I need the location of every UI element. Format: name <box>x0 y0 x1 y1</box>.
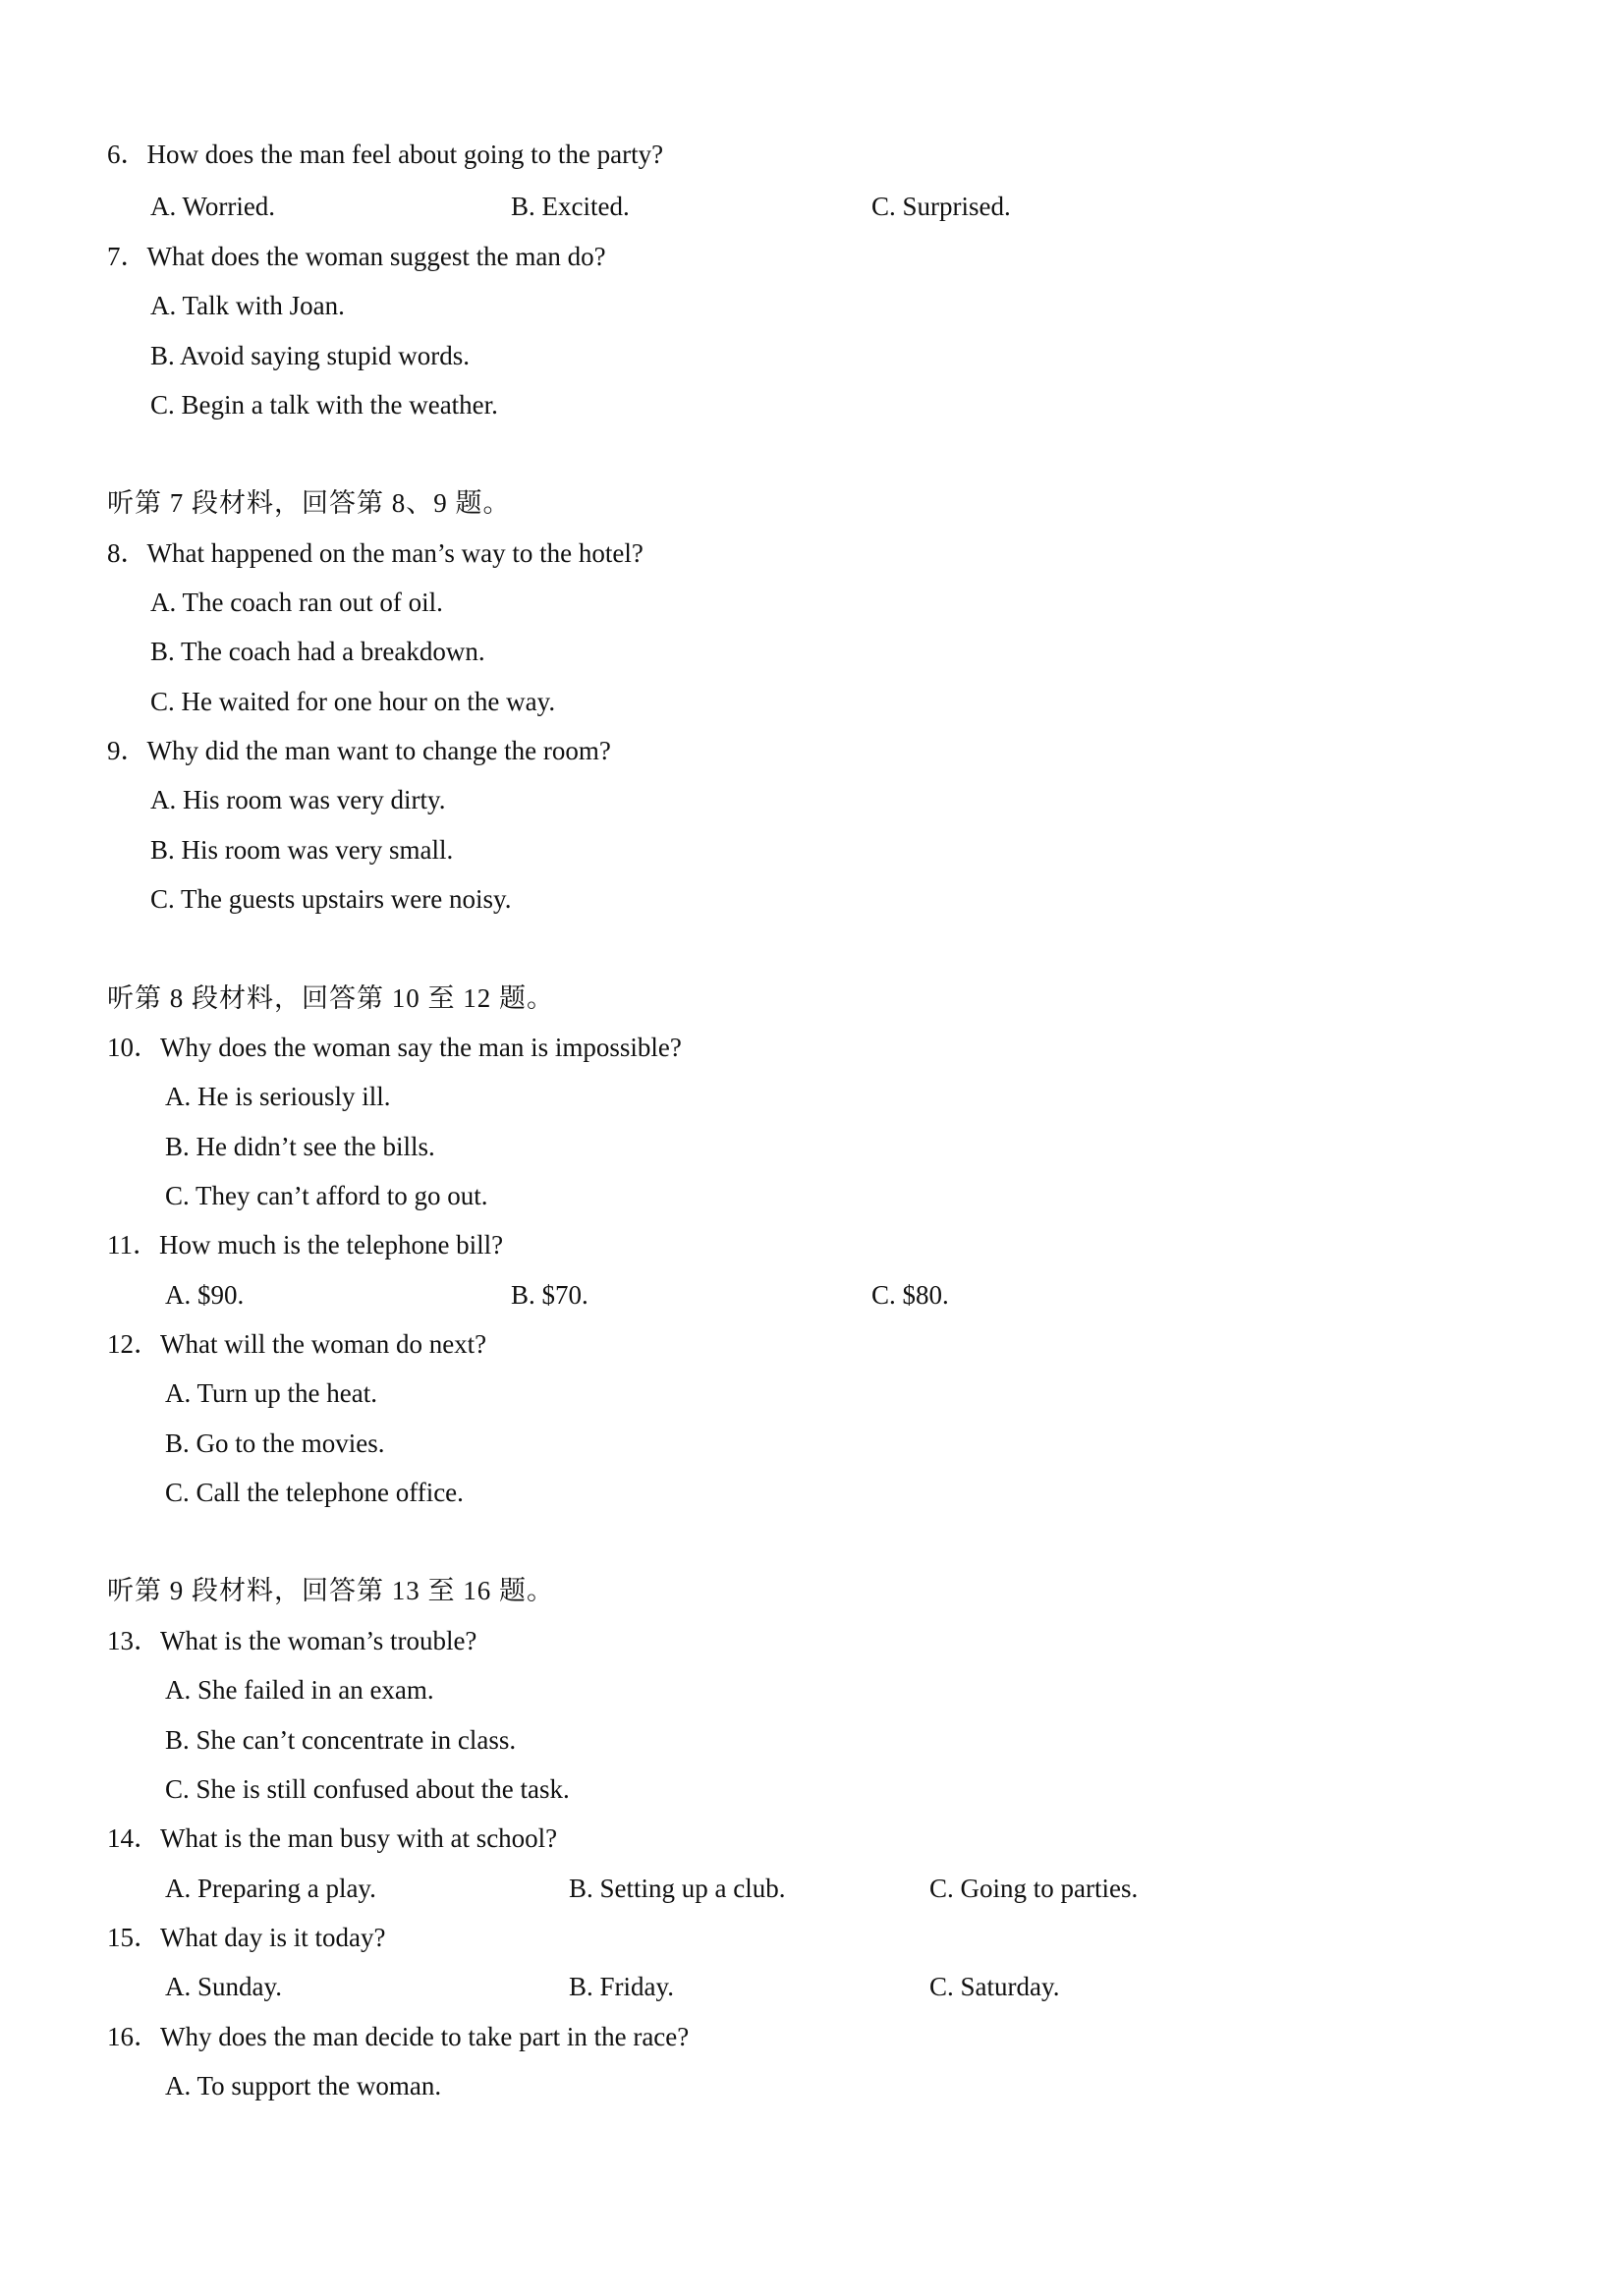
question-number: 13． <box>107 1626 160 1655</box>
question-14 <box>107 1821 557 1855</box>
option-c: C. Call the telephone office. <box>165 1478 464 1507</box>
option-c: C. Going to parties. <box>929 1874 1139 1903</box>
question-number: 16． <box>107 2022 160 2051</box>
question-9 <box>107 734 611 767</box>
question-text: What does the woman suggest the man do? <box>146 242 606 271</box>
question-12 <box>107 1327 486 1361</box>
option-c: C. He waited for one hour on the way. <box>150 687 556 716</box>
question-text: What will the woman do next? <box>160 1329 487 1359</box>
question-number: 12． <box>107 1329 160 1359</box>
option-c: C. Surprised. <box>871 192 1011 221</box>
question-number: 7． <box>107 242 147 271</box>
section-heading-9: 听第 9 段材料，回答第 13 至 16 题。 <box>107 1576 554 1605</box>
question-text: How does the man feel about going to the party? <box>146 140 664 169</box>
section-heading-7: 听第 7 段材料，回答第 8、9 题。 <box>107 488 511 518</box>
option-a: A. Sunday. <box>165 1972 282 2001</box>
option-c: C. Saturday. <box>929 1972 1060 2001</box>
question-number: 15． <box>107 1923 160 1952</box>
option-a: A. Preparing a play. <box>165 1874 376 1903</box>
option-b: B. The coach had a breakdown. <box>150 637 485 666</box>
option-b: B. Friday. <box>569 1972 674 2001</box>
option-b: B. Go to the movies. <box>165 1428 385 1458</box>
option-c: C. They can’t afford to go out. <box>165 1181 488 1210</box>
option-b: B. Setting up a club. <box>569 1874 786 1903</box>
question-8 <box>107 536 644 570</box>
question-6 <box>107 138 663 171</box>
option-b: B. His room was very small. <box>150 835 454 865</box>
question-number: 6． <box>107 140 147 169</box>
question-15 <box>107 1921 385 1954</box>
question-number: 10． <box>107 1033 160 1062</box>
question-text: What happened on the man’s way to the hotel? <box>146 538 644 568</box>
question-text: What is the woman’s trouble? <box>160 1626 477 1655</box>
option-c: C. Begin a talk with the weather. <box>150 390 498 420</box>
question-7 <box>107 240 606 273</box>
question-text: Why does the woman say the man is impossible? <box>160 1033 682 1062</box>
option-a: A. Worried. <box>150 192 276 221</box>
question-text: Why does the man decide to take part in the race? <box>160 2022 690 2051</box>
option-b: B. Avoid saying stupid words. <box>150 341 471 370</box>
option-a: A. The coach ran out of oil. <box>150 588 443 617</box>
question-10 <box>107 1031 682 1064</box>
question-number: 14． <box>107 1823 160 1853</box>
question-text: What is the man busy with at school? <box>160 1823 558 1853</box>
question-16 <box>107 2020 689 2053</box>
option-b: B. Excited. <box>511 192 630 221</box>
section-heading-8: 听第 8 段材料，回答第 10 至 12 题。 <box>107 983 554 1013</box>
question-13 <box>107 1624 476 1657</box>
question-11 <box>107 1228 503 1261</box>
option-a: A. Turn up the heat. <box>165 1378 377 1408</box>
option-a: A. His room was very dirty. <box>150 785 446 814</box>
question-number: 9． <box>107 736 147 765</box>
option-b: B. $70. <box>511 1280 588 1310</box>
question-text: How much is the telephone bill? <box>159 1230 504 1260</box>
option-a: A. Talk with Joan. <box>150 291 345 320</box>
option-c: C. $80. <box>871 1280 949 1310</box>
question-text: Why did the man want to change the room? <box>146 736 611 765</box>
option-c: C. The guests upstairs were noisy. <box>150 884 512 914</box>
option-a: A. To support the woman. <box>165 2071 442 2100</box>
question-number: 11． <box>107 1230 159 1260</box>
option-c: C. She is still confused about the task. <box>165 1774 570 1804</box>
option-b: B. He didn’t see the bills. <box>165 1132 435 1161</box>
option-a: A. She failed in an exam. <box>165 1675 434 1705</box>
option-a: A. He is seriously ill. <box>165 1082 391 1111</box>
option-a: A. $90. <box>165 1280 245 1310</box>
option-b: B. She can’t concentrate in class. <box>165 1725 517 1755</box>
question-text: What day is it today? <box>160 1923 386 1952</box>
question-number: 8． <box>107 538 147 568</box>
